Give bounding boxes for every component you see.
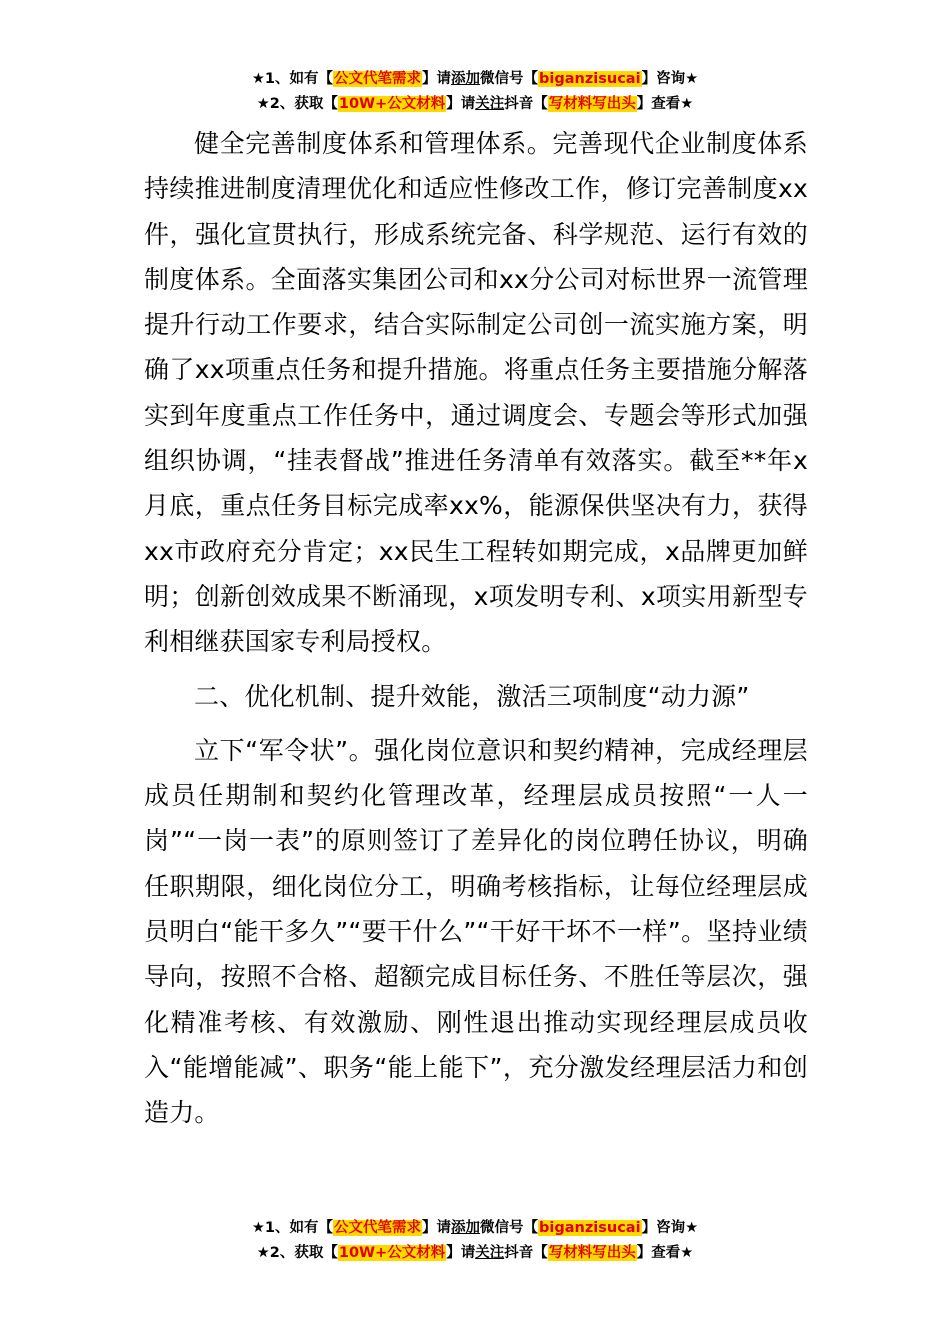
footer-banner: [0, 1216, 950, 1266]
banner-underlined: 关注: [475, 1245, 505, 1261]
banner-text: 】查看★: [636, 96, 694, 112]
banner-text: 抖音【: [504, 96, 548, 112]
banner-text: 】请: [422, 71, 452, 87]
banner-text: 】查看★: [636, 1245, 694, 1261]
banner-highlight: 10W+公文材料: [338, 96, 446, 112]
banner-text: 抖音【: [504, 1245, 548, 1261]
document-body: [144, 121, 808, 1136]
banner-underlined: 关注: [475, 96, 505, 112]
paragraph: 健全完善制度体系和管理体系。完善现代企业制度体系持续推进制度清理优化和适应性修改工作，修订完善制度xx件，强化宣贯执行，形成系统完备、科学规范、运行有效的制度体系。全面落实集团公司和xx分公司对标世界一流管理提升行动工作要求，结合实际制定公司创一流实施方案，明确了xx项重点任务和提升措施。将重点任务主要措施分解落实到年度重点工作任务中，通过调度会、专题会等形式加强组织协调，“挂表督战”推进任务清单有效落实。截至**年x月底，重点任务目标完成率xx%，能源保供坚决有力，获得xx市政府充分肯定；xx民生工程转如期完成，x品牌更加鲜明；创新创效成果不断涌现，x项发明专利、x项实用新型专利相继获国家专利局授权。: [144, 129, 808, 657]
banner-text: ★1、如有【: [251, 1220, 334, 1236]
banner-line-1: [0, 67, 950, 92]
banner-highlight: 公文代笔需求: [334, 1220, 422, 1236]
banner-text: ★2、获取【: [256, 1245, 338, 1261]
section-heading: 二、优化机制、提升效能，激活三项制度“动力源”: [194, 681, 750, 711]
banner-text: 微信号【: [480, 1220, 539, 1236]
banner-text: 微信号【: [480, 71, 539, 87]
banner-text: ★2、获取【: [256, 96, 338, 112]
banner-underlined: 添加: [451, 1220, 481, 1236]
banner-text: 】请: [422, 1220, 452, 1236]
banner-underlined: 添加: [451, 71, 481, 87]
banner-highlight: 10W+公文材料: [338, 1245, 446, 1261]
banner-highlight: 写材料写出头: [548, 96, 636, 112]
banner-text: ★1、如有【: [251, 71, 334, 87]
banner-highlight: 写材料写出头: [548, 1245, 636, 1261]
banner-highlight: biganzisucai: [539, 71, 641, 87]
banner-text: 】咨询★: [641, 1220, 699, 1236]
paragraph: 立下“军令状”。强化岗位意识和契约精神，完成经理层成员任期制和契约化管理改革，经理层成员按照“一人一岗”“一岗一表”的原则签订了差异化的岗位聘任协议，明确任职期限，细化岗位分工，明确考核指标，让每位经理层成员明白“能干多久”“要干什么”“干好干坏不一样”。坚持业绩导向，按照不合格、超额完成目标任务、不胜任等层次，强化精准考核、有效激励、刚性退出推动实现经理层成员收入“能增能减”、职务“能上能下”，充分激发经理层活力和创造力。: [144, 735, 808, 1128]
banner-text: 】请: [446, 1245, 476, 1261]
banner-highlight: 公文代笔需求: [334, 71, 422, 87]
header-banner: [0, 67, 950, 117]
banner-highlight: biganzisucai: [539, 1220, 641, 1236]
banner-line-1: [0, 1216, 950, 1241]
banner-text: 】请: [446, 96, 476, 112]
banner-line-2: [0, 1241, 950, 1266]
banner-line-2: [0, 92, 950, 117]
banner-text: 】咨询★: [641, 71, 699, 87]
